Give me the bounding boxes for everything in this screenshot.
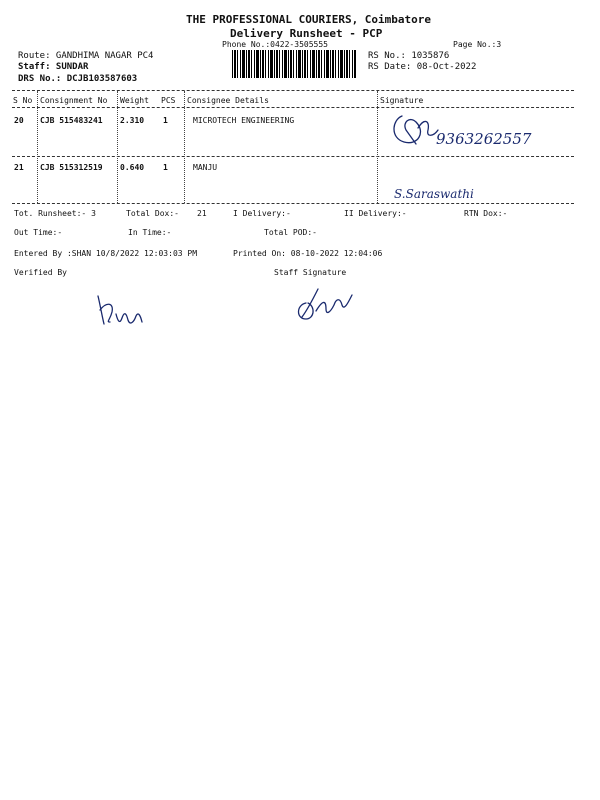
page-number: Page No.:3 [453,40,502,49]
row-consignee: MICROTECH ENGINEERING [193,116,295,125]
header-consignment: Consignment No [40,96,108,105]
ii-delivery: II Delivery:- [344,209,407,218]
rs-date: RS Date: 08-Oct-2022 [368,62,477,72]
printed-on: Printed On: 08-10-2022 12:04:06 [233,249,383,258]
header-weight: Weight [120,96,149,105]
document-title: Delivery Runsheet - PCP [230,27,383,40]
header-sno: S No [13,96,33,105]
row-weight: 0.640 [120,163,145,172]
barcode [232,50,356,78]
row-consignment: CJB 515483241 [40,116,103,125]
phone-number: Phone No.:0422-3505555 [222,40,328,49]
tot-runsheet: Tot. Runsheet:- 3 [14,209,96,218]
total-dox-value: 21 [197,209,207,218]
out-time: Out Time:- [14,228,63,237]
column-divider [184,91,185,203]
verifier-signature [92,292,152,328]
row-pcs: 1 [163,163,168,172]
row-sno: 20 [14,116,24,125]
column-divider [117,91,118,203]
signature-note: 9363262557 [436,130,532,148]
row-divider [12,156,574,157]
row-consignee: MANJU [193,163,218,172]
staff: Staff: SUNDAR [18,62,89,72]
recipient-signature-1 [388,108,568,156]
drs-number: DRS No.: DCJB103587603 [18,74,138,84]
in-time: In Time:- [128,228,172,237]
row-weight: 2.310 [120,116,145,125]
row-sno: 21 [14,163,24,172]
rtn-dox: RTN Dox:- [464,209,508,218]
i-delivery: I Delivery:- [233,209,291,218]
row-pcs: 1 [163,116,168,125]
route: Route: GANDHIMA NAGAR PC4 [18,51,154,61]
header-pcs: PCS [161,96,176,105]
staff-signature-label: Staff Signature [274,268,347,277]
company-name: THE PROFESSIONAL COURIERS, Coimbatore [186,13,432,26]
verified-by-label: Verified By [14,268,67,277]
table-top-rule [12,90,574,91]
column-divider [377,91,378,203]
staff-signature [292,283,362,323]
total-dox-label: Total Dox:- [126,209,179,218]
header-consignee: Consignee Details [187,96,269,105]
row-consignment: CJB 515312519 [40,163,103,172]
header-signature: Signature [380,96,424,105]
total-pod: Total POD:- [264,228,317,237]
rs-number: RS No.: 1035876 [368,51,450,61]
signature-note: S.Saraswathi [394,187,474,201]
recipient-signature-2 [392,180,502,206]
column-divider [37,91,38,203]
entered-by: Entered By :SHAN 10/8/2022 12:03:03 PM [14,249,198,258]
